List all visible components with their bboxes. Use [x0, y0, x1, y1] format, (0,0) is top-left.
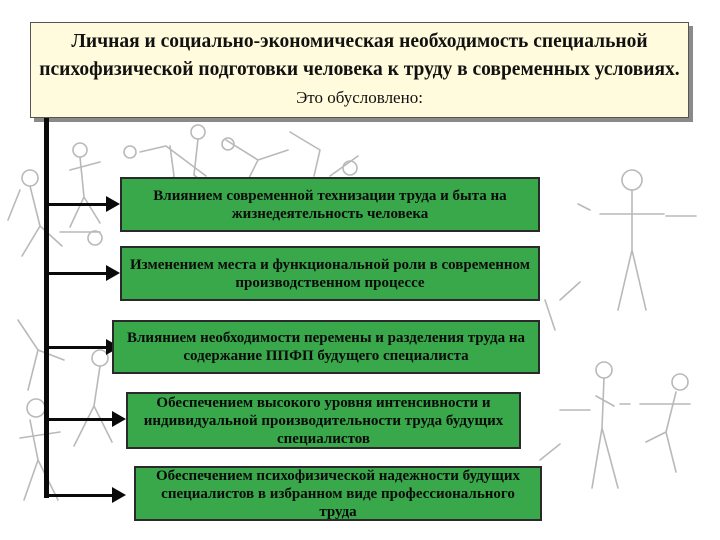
item-box-3 [112, 320, 540, 374]
arrow-icon [112, 411, 126, 427]
item-label: Изменением места и функциональной роли в современном производственном процессе [130, 256, 530, 291]
item-label: Обеспечением высокого уровня интенсивности и индивидуальной производительности труда будущих специалистов [143, 394, 504, 447]
item-box-5 [134, 466, 542, 521]
connector-branch-2 [46, 272, 110, 275]
connector-branch-1 [46, 203, 110, 206]
item-label: Влиянием необходимости перемены и разделения труда на содержание ППФП будущего специалиста [127, 330, 525, 364]
item-box-4 [126, 392, 521, 449]
title-subtext: Это обусловлено: [296, 88, 423, 107]
item-box-2 [120, 246, 540, 301]
item-box-1 [120, 177, 540, 232]
connector-branch-5 [46, 494, 116, 497]
connector-branch-3 [46, 346, 110, 349]
item-label: Влиянием современной технизации труда и быта на жизнедеятельность человека [153, 187, 507, 222]
item-label: Обеспечением психофизической надежности будущих специалистов в избранном виде профессионального труда [156, 467, 520, 520]
arrow-icon [106, 265, 120, 281]
connector-trunk [44, 118, 49, 498]
title-box [30, 22, 689, 118]
arrow-icon [106, 196, 120, 212]
title-heading: Личная и социально-экономическая необходимость специальной психофизической подготовки человека к труду в современных условиях. [39, 31, 680, 80]
arrow-icon [112, 487, 126, 503]
connector-branch-4 [46, 418, 116, 421]
